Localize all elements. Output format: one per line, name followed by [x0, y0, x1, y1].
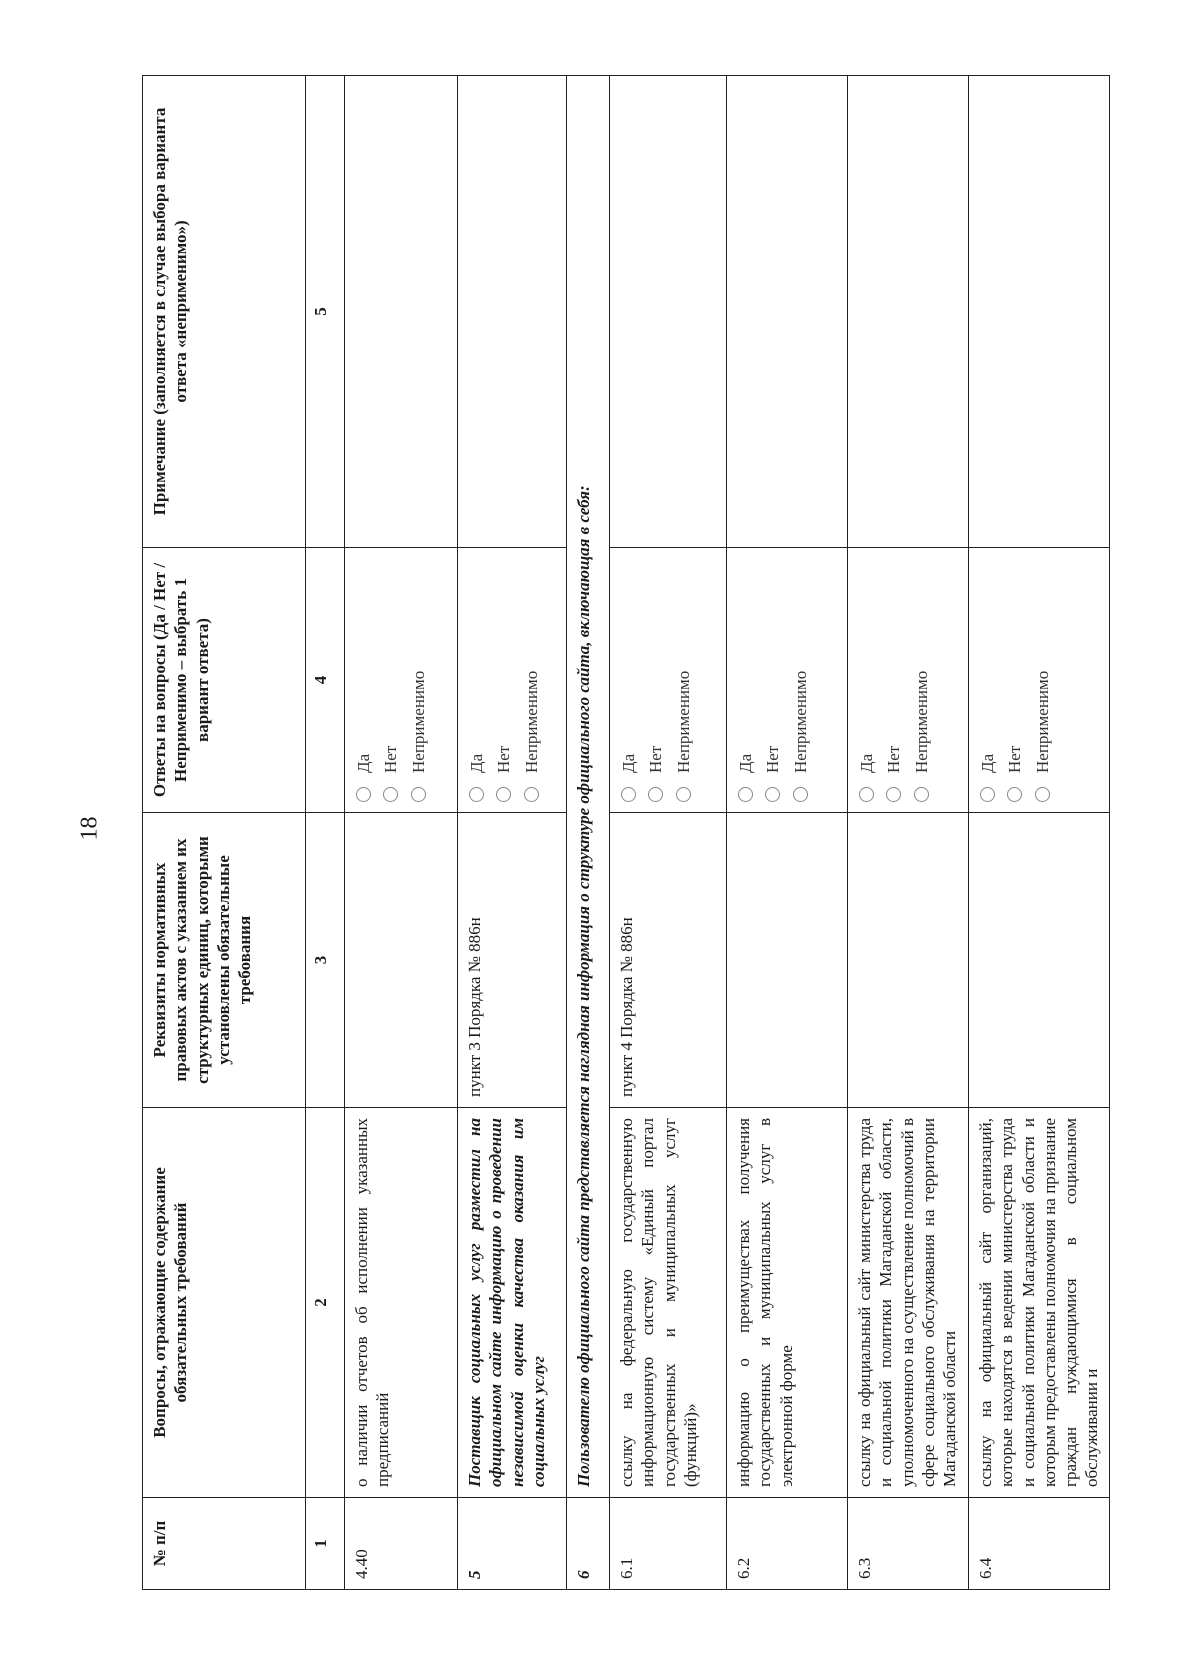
option-no[interactable] [883, 558, 904, 802]
radio-no[interactable] [1007, 787, 1022, 802]
radio-no[interactable] [648, 787, 663, 802]
radio-yes[interactable] [469, 787, 484, 802]
question-text: ссылку на официальный сайт министерства труда и социальной политики Магаданской области, уполномоченного на осуществление полномочий в сфере социального обслуживания на территории Магаданской области [848, 1108, 969, 1498]
option-no-label: Нет [1005, 745, 1025, 773]
option-na-label: Неприменимо [673, 670, 693, 773]
option-na[interactable] [911, 558, 932, 802]
option-yes-label: Да [619, 753, 638, 773]
row-number: 6.4 [969, 1498, 1110, 1590]
row-number: 6.1 [610, 1498, 727, 1590]
row-number: 6 [567, 1498, 610, 1590]
table-row [969, 76, 1110, 1590]
option-yes-label: Да [354, 753, 373, 773]
note-cell[interactable] [727, 76, 848, 548]
answer-options [345, 548, 458, 813]
option-na[interactable] [790, 558, 811, 802]
radio-na[interactable] [914, 787, 929, 802]
table-row [610, 76, 727, 1590]
radio-na[interactable] [524, 787, 539, 802]
radio-yes[interactable] [859, 787, 874, 802]
radio-no[interactable] [765, 787, 780, 802]
legal-ref [345, 813, 458, 1108]
radio-yes[interactable] [980, 787, 995, 802]
option-no-label: Нет [763, 745, 783, 773]
radio-na[interactable] [676, 787, 691, 802]
option-yes[interactable] [466, 558, 487, 802]
row-number: 6.3 [848, 1498, 969, 1590]
answer-options [458, 548, 567, 813]
question-text: ссылку на официальный сайт организаций, которые находятся в ведении министерства труда и социальной политики Магаданской области и которым предоставлены полномочия на признание граждан нуждающимися в социальном обслуживании и [969, 1108, 1110, 1498]
table-row [727, 76, 848, 1590]
col-num-3: 3 [306, 813, 345, 1108]
note-cell[interactable] [848, 76, 969, 548]
option-yes[interactable] [618, 558, 639, 802]
row-number: 4.40 [345, 1498, 458, 1590]
col-num-2: 2 [306, 1108, 345, 1498]
section-title: Пользователю официального сайта представляется наглядная информация о структуре официального сайта, включающая в себя: [567, 76, 610, 1498]
radio-yes[interactable] [621, 787, 636, 802]
section-row [567, 76, 610, 1590]
answer-options [848, 548, 969, 813]
option-na[interactable] [673, 558, 694, 802]
option-no-label: Нет [884, 745, 904, 773]
question-text: Поставщик социальных услуг разместил на официальном сайте информацию о проведении независимой оценки качества оказания им социальных услуг [458, 1108, 567, 1498]
option-no[interactable] [762, 558, 783, 802]
answer-options [969, 548, 1110, 813]
option-no-label: Нет [494, 745, 514, 773]
requirements-table [142, 75, 1110, 1590]
option-no[interactable] [645, 558, 666, 802]
option-na[interactable] [521, 558, 542, 802]
radio-no[interactable] [383, 787, 398, 802]
answer-options [727, 548, 848, 813]
rotated-page [142, 76, 1200, 1590]
option-yes-label: Да [857, 753, 876, 773]
option-na[interactable] [408, 558, 429, 802]
option-no-label: Нет [381, 745, 401, 773]
row-number: 6.2 [727, 1498, 848, 1590]
option-na-label: Неприменимо [790, 670, 810, 773]
col-num-1: 1 [306, 1498, 345, 1590]
legal-ref [969, 813, 1110, 1108]
option-no[interactable] [1004, 558, 1025, 802]
col-num-5: 5 [306, 76, 345, 548]
option-na[interactable] [1032, 558, 1053, 802]
option-yes[interactable] [977, 558, 998, 802]
note-cell[interactable] [610, 76, 727, 548]
table-row [345, 76, 458, 1590]
option-no[interactable] [380, 558, 401, 802]
option-yes-label: Да [978, 753, 997, 773]
col-num-4: 4 [306, 548, 345, 813]
radio-yes[interactable] [738, 787, 753, 802]
option-na-label: Неприменимо [408, 670, 428, 773]
table-row [458, 76, 567, 1590]
question-text: ссылку на федеральную государственную информационную систему «Единый портал государственных и муниципальных услуг (функций)» [610, 1108, 727, 1498]
page-number: 18 [76, 816, 103, 841]
radio-na[interactable] [793, 787, 808, 802]
option-na-label: Неприменимо [911, 670, 931, 773]
header-answers: Ответы на вопросы (Да / Нет / Неприменимо – выбрать 1 вариант ответа) [143, 548, 306, 813]
question-text: о наличии отчетов об исполнении указанных предписаний [345, 1108, 458, 1498]
radio-yes[interactable] [356, 787, 371, 802]
header-legal-refs: Реквизиты нормативных правовых актов с указанием их структурных единиц, которыми установлены обязательные требования [143, 813, 306, 1108]
table-row [848, 76, 969, 1590]
option-no-label: Нет [646, 745, 666, 773]
answer-options [610, 548, 727, 813]
legal-ref: пункт 4 Порядка № 886н [610, 813, 727, 1108]
header-number: № п/п [143, 1498, 306, 1590]
radio-no[interactable] [496, 787, 511, 802]
option-yes-label: Да [736, 753, 755, 773]
radio-no[interactable] [886, 787, 901, 802]
option-na-label: Неприменимо [1032, 670, 1052, 773]
option-yes[interactable] [856, 558, 877, 802]
legal-ref: пункт 3 Порядка № 886н [458, 813, 567, 1108]
option-na-label: Неприменимо [521, 670, 541, 773]
radio-na[interactable] [411, 787, 426, 802]
header-questions: Вопросы, отражающие содержание обязательных требований [143, 1108, 306, 1498]
option-no[interactable] [493, 558, 514, 802]
option-yes[interactable] [353, 558, 374, 802]
radio-na[interactable] [1035, 787, 1050, 802]
header-notes: Примечание (заполняется в случае выбора варианта ответа «неприменимо») [143, 76, 306, 548]
column-numbers-row [306, 76, 345, 1590]
option-yes[interactable] [735, 558, 756, 802]
legal-ref [727, 813, 848, 1108]
question-text: информацию о преимуществах получения государственных и муниципальных услуг в электронной форме [727, 1108, 848, 1498]
header-row [143, 76, 306, 1590]
row-number: 5 [458, 1498, 567, 1590]
note-cell[interactable] [345, 76, 458, 548]
option-yes-label: Да [467, 753, 486, 773]
note-cell[interactable] [969, 76, 1110, 548]
note-cell[interactable] [458, 76, 567, 548]
legal-ref [848, 813, 969, 1108]
